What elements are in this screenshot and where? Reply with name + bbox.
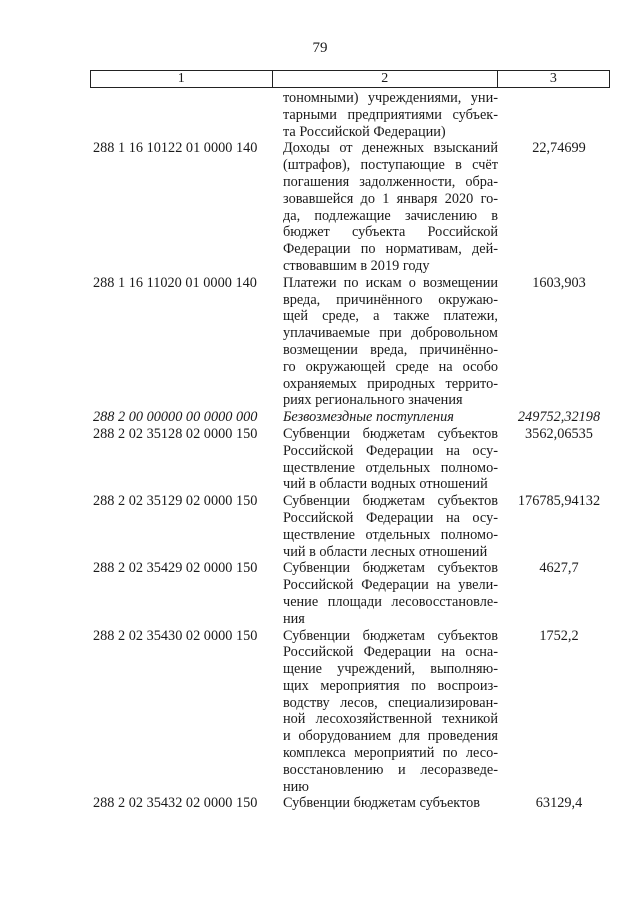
header-col-2: 2: [272, 71, 497, 88]
row-code: 288 1 16 11020 01 0000 140: [93, 274, 257, 291]
table-row: [0, 628, 640, 796]
row-value: 176785,94132: [517, 493, 601, 510]
row-value: 249752,32198: [517, 409, 601, 426]
table-row: [0, 426, 640, 493]
continuation-row: [0, 90, 640, 140]
table-row: [0, 795, 640, 812]
row-value: 1752,2: [539, 627, 579, 644]
header-col-3: 3: [497, 71, 609, 88]
row-description: Субвенции бюджетам субъектов Российской Федерации на осу- ществление отдельных полномо- чий в области лесных отношений: [283, 493, 498, 560]
row-code: 288 2 02 35129 02 0000 150: [93, 493, 258, 510]
table-row: [0, 275, 640, 409]
row-description: Субвенции бюджетам субъектов Российской Федерации на увели- чение площади лесовосстановле- ния: [283, 560, 498, 627]
row-value: 1603,903: [532, 274, 586, 291]
row-description: Платежи по искам о возмещении вреда, причинённого окружаю- щей среде, а также платежи, уплачиваемые при добровольном возмещении вреда, причинённо- го окружающей среде на особо охраняемых природных террито- риях регионального значения: [283, 274, 498, 409]
row-code: 288 2 02 35128 02 0000 150: [93, 425, 258, 442]
table-row: [0, 560, 640, 627]
row-value: 4627,7: [539, 560, 579, 577]
row-value: 3562,06535: [525, 425, 593, 442]
table-row: [0, 493, 640, 560]
row-description: Безвозмездные поступления: [283, 409, 454, 426]
continuation-text: тономными) учреждениями, уни- тарными предприятиями субъек- та Российской Федерации): [283, 90, 498, 140]
row-description: Доходы от денежных взысканий (штрафов), поступающие в счёт погашения задолженности, обра- зовавшейся до 1 января 2020 го- да, подлежащие зачислению в бюджет субъекта Российской Федерации по нормативам, дей- ствовавшим в 2019 году: [283, 140, 498, 274]
row-code: 288 2 02 35430 02 0000 150: [93, 627, 258, 644]
table-body: [0, 90, 640, 812]
row-description: Субвенции бюджетам субъектов Российской Федерации на осу- ществление отдельных полномо- чий в области водных отношений: [283, 425, 498, 493]
table-row: [0, 409, 640, 426]
row-code: 288 2 00 00000 00 0000 000: [93, 409, 258, 426]
row-description: Субвенции бюджетам субъектов: [283, 795, 481, 812]
row-code: 288 1 16 10122 01 0000 140: [93, 140, 258, 157]
table-row: [0, 140, 640, 274]
page-number: 79: [312, 40, 328, 56]
row-value: 63129,4: [535, 795, 583, 812]
row-value: 22,74699: [532, 140, 586, 157]
header-col-1: 1: [91, 71, 273, 88]
row-code: 288 2 02 35432 02 0000 150: [93, 795, 258, 812]
row-description: Субвенции бюджетам субъектов Российской Федерации на осна- щение учреждений, выполняю- щих мероприятия по воспроиз- водству лесов, специализирован- ной лесохозяйственной техникой и оборудованием для проведения комплекса мероприятий по лесо- восстановлению и лесоразведе- нию: [283, 627, 498, 795]
row-code: 288 2 02 35429 02 0000 150: [93, 560, 258, 577]
table-header: [90, 70, 610, 88]
